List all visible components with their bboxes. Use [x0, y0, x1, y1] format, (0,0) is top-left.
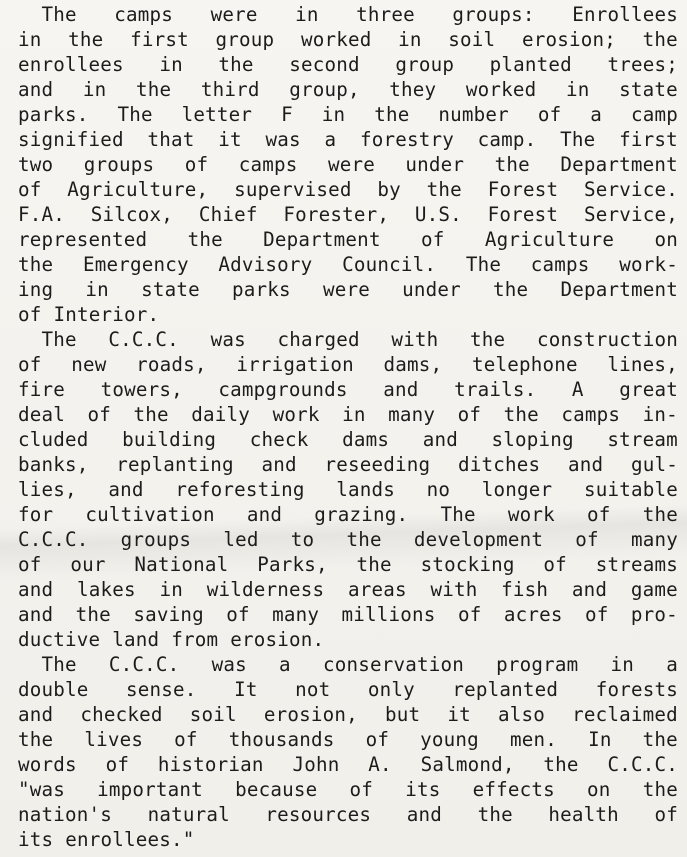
word: land	[112, 628, 160, 651]
word: stream	[607, 428, 678, 451]
word: development	[413, 528, 544, 551]
word: Parks,	[257, 553, 328, 576]
word: roads,	[136, 353, 207, 376]
word: from	[171, 628, 219, 651]
word: and	[261, 453, 297, 476]
word: its	[18, 828, 54, 851]
text-line	[18, 302, 678, 327]
word: first	[130, 28, 189, 51]
word: charged	[277, 328, 360, 351]
word: reseeding	[324, 453, 431, 476]
word: was	[211, 653, 247, 676]
word: were	[327, 153, 375, 176]
text-line	[18, 202, 678, 227]
word: camps	[114, 3, 174, 26]
word: because	[235, 778, 318, 801]
word: In	[588, 728, 612, 751]
text-line	[18, 177, 678, 202]
word: replanted	[452, 678, 559, 701]
word: no	[426, 478, 451, 501]
word: Agriculture	[484, 228, 615, 251]
word: construction	[536, 328, 678, 351]
word: and	[383, 378, 419, 401]
word: lands	[336, 478, 395, 501]
word: cultivation	[85, 503, 215, 526]
word: group	[395, 53, 455, 76]
word: lives	[84, 728, 144, 751]
word: in	[342, 403, 366, 426]
word: the	[642, 503, 678, 526]
word: ductive	[18, 628, 101, 651]
text-line	[18, 652, 678, 677]
word: resources	[265, 803, 372, 826]
word: A	[571, 378, 584, 401]
word: but	[385, 703, 421, 726]
word: of	[105, 753, 130, 776]
text-line	[18, 227, 678, 252]
word: The	[560, 128, 596, 151]
word: work	[272, 403, 320, 426]
word: forestry	[359, 128, 454, 151]
word: The	[440, 503, 476, 526]
word: work-	[619, 253, 678, 276]
word: and	[108, 478, 144, 501]
word: and	[406, 803, 443, 826]
text-line	[18, 352, 678, 377]
word: first	[619, 128, 678, 151]
text-line	[18, 127, 678, 152]
text-line	[18, 477, 678, 502]
word: in	[566, 78, 590, 101]
word: and	[422, 428, 458, 451]
word: telephone	[471, 353, 578, 376]
word: reforesting	[175, 478, 305, 501]
word: new	[71, 353, 107, 376]
word: checked	[80, 703, 163, 726]
word: of	[587, 503, 611, 526]
word: Silcox,	[90, 203, 174, 226]
word: soil	[189, 703, 237, 726]
word: deal	[18, 403, 66, 426]
word: in	[610, 653, 635, 676]
word: groups:	[452, 3, 535, 26]
word: the	[374, 103, 410, 126]
body-text	[18, 2, 678, 852]
word: conservation	[322, 653, 464, 676]
word: were	[322, 278, 370, 301]
word: The	[465, 253, 502, 276]
word: of	[654, 803, 678, 826]
word: a	[590, 103, 603, 126]
word: camps	[561, 403, 621, 426]
word: in	[295, 3, 319, 26]
word: natural	[147, 803, 230, 826]
word: soil	[448, 28, 496, 51]
word: streams	[595, 553, 678, 576]
word: of	[349, 778, 374, 801]
word: of	[457, 603, 482, 626]
word: in	[321, 103, 346, 126]
text-line	[18, 152, 678, 177]
word: areas	[347, 578, 407, 601]
word: the	[135, 78, 172, 101]
word: of	[537, 103, 562, 126]
word: reclaimed	[572, 703, 678, 726]
word: two	[18, 153, 54, 176]
word: supervised	[234, 178, 352, 201]
word: the	[18, 728, 54, 751]
word: wilderness	[206, 578, 325, 601]
word: also	[498, 703, 546, 726]
word: trails.	[454, 378, 537, 401]
word: Interior.	[53, 303, 160, 326]
word: the	[187, 228, 223, 251]
word: third	[200, 78, 260, 101]
word: enrollees."	[65, 828, 195, 851]
text-line	[18, 702, 678, 727]
word: of	[457, 403, 482, 426]
word: a	[324, 128, 337, 151]
word: daily	[191, 403, 251, 426]
word: of	[226, 603, 250, 626]
word: to	[290, 528, 315, 551]
word: C.C.C.	[108, 328, 179, 351]
word: and	[567, 453, 604, 476]
word: C.C.C.	[607, 753, 678, 776]
word: fire	[18, 378, 66, 401]
word: parks.	[18, 103, 89, 126]
word: number	[438, 103, 509, 126]
word: they	[389, 78, 437, 101]
text-line	[18, 2, 678, 27]
word: health	[548, 803, 619, 826]
word: effects	[472, 778, 555, 801]
word: and	[18, 578, 54, 601]
word: dams,	[383, 353, 443, 376]
word: camps	[530, 253, 590, 276]
word: the	[470, 328, 506, 351]
word: a	[666, 653, 678, 676]
text-line	[18, 777, 678, 802]
text-line	[18, 802, 678, 827]
word: of	[18, 553, 42, 576]
word: important	[97, 778, 203, 801]
word: groups	[83, 153, 155, 176]
word: many	[272, 603, 320, 626]
word: of	[543, 553, 567, 576]
word: check	[249, 428, 309, 451]
word: second	[289, 53, 360, 76]
word: signified	[18, 128, 124, 151]
word: under	[402, 278, 461, 301]
word: by	[377, 178, 401, 201]
word: group,	[289, 78, 360, 101]
word: lines,	[607, 353, 678, 376]
word: the	[642, 778, 678, 801]
word: of	[575, 528, 599, 551]
word: Service.	[583, 178, 678, 201]
word: that	[147, 128, 195, 151]
text-line	[18, 602, 678, 627]
word: banks,	[18, 453, 89, 476]
word: only	[367, 678, 415, 701]
word: in	[85, 278, 109, 301]
word: in	[159, 53, 183, 76]
word: Chief	[198, 203, 258, 226]
text-line	[18, 277, 678, 302]
word: worked	[300, 28, 372, 51]
word: gul-	[630, 453, 678, 476]
word: not	[295, 678, 331, 701]
word: men.	[509, 728, 557, 751]
word: saving	[133, 603, 204, 626]
word: Forester,	[283, 203, 390, 226]
word: C.C.C.	[18, 528, 89, 551]
text-line	[18, 402, 678, 427]
word: game	[630, 578, 678, 601]
word: young	[420, 728, 479, 751]
word: C.C.C.	[108, 653, 180, 676]
word: in	[398, 28, 422, 51]
word: was	[265, 128, 301, 151]
word: Council.	[342, 253, 437, 276]
word: of	[18, 303, 42, 326]
word: and	[18, 603, 54, 626]
word: and	[571, 578, 608, 601]
text-line	[18, 502, 678, 527]
word: worked	[465, 78, 537, 101]
word: led	[223, 528, 259, 551]
word: state	[619, 78, 678, 101]
word: The	[117, 103, 153, 126]
word: historian	[157, 753, 264, 776]
word: many	[630, 528, 678, 551]
word: campgrounds	[218, 378, 348, 401]
word: of	[18, 353, 42, 376]
word: acres	[503, 603, 563, 626]
word: in	[82, 78, 107, 101]
word: work	[507, 503, 555, 526]
word: thousands	[228, 728, 335, 751]
word: double	[18, 678, 89, 701]
word: state	[141, 278, 200, 301]
word: of	[421, 228, 445, 251]
text-line	[18, 752, 678, 777]
word: erosion,	[263, 703, 358, 726]
word: with	[430, 578, 478, 601]
word: the	[494, 153, 530, 176]
word: Service,	[583, 203, 678, 226]
word: stocking	[420, 553, 515, 576]
word: it	[218, 128, 242, 151]
word: grazing.	[314, 503, 409, 526]
word: Agriculture,	[67, 178, 209, 201]
word: camps	[238, 153, 298, 176]
word: the	[477, 803, 513, 826]
word: longer	[481, 478, 553, 501]
word: a	[279, 653, 291, 676]
word: Emergency	[82, 253, 189, 276]
word: cluded	[18, 428, 89, 451]
word: of	[184, 153, 209, 176]
word: Advisory	[218, 253, 313, 276]
word: A.	[368, 753, 392, 776]
word: represented	[18, 228, 148, 251]
word: Department	[560, 153, 678, 176]
word: program	[496, 653, 579, 676]
word: for	[18, 503, 54, 526]
text-line	[18, 327, 678, 352]
word: it	[447, 703, 471, 726]
text-line	[18, 102, 678, 127]
text-line	[18, 827, 678, 852]
word: It	[234, 678, 258, 701]
text-line	[18, 252, 678, 277]
word: of	[87, 403, 112, 426]
word: U.S.	[414, 203, 462, 226]
word: pro-	[630, 603, 678, 626]
word: erosion.	[230, 628, 325, 651]
word: ditches	[457, 453, 541, 476]
word: fish	[501, 578, 549, 601]
word: its	[405, 778, 441, 801]
text-line	[18, 727, 678, 752]
word: many	[388, 403, 436, 426]
text-line	[18, 377, 678, 402]
text-line	[18, 677, 678, 702]
word: The	[18, 3, 77, 26]
word: group	[215, 28, 275, 51]
text-line	[18, 52, 678, 77]
word: Department	[263, 228, 381, 251]
text-line	[18, 552, 678, 577]
word: replanting	[116, 453, 234, 476]
word: planted	[489, 53, 572, 76]
word: letter	[181, 103, 253, 126]
word: lakes	[76, 578, 136, 601]
word: groups	[120, 528, 192, 551]
word: "was	[18, 778, 66, 801]
text-line	[18, 427, 678, 452]
word: three	[356, 3, 415, 26]
word: and	[18, 78, 54, 101]
word: John	[292, 753, 340, 776]
text-line	[18, 77, 678, 102]
word: dams	[342, 428, 390, 451]
word: great	[619, 378, 678, 401]
word: the	[356, 553, 392, 576]
word: were	[210, 3, 258, 26]
word: millions	[341, 603, 436, 626]
word: camp.	[477, 128, 537, 151]
word: our	[70, 553, 106, 576]
word: sloping	[491, 428, 574, 451]
word: Salmond,	[420, 753, 515, 776]
word: camp	[630, 103, 678, 126]
word: words	[18, 753, 77, 776]
word: lies,	[18, 478, 77, 501]
word: Enrollees	[572, 3, 678, 26]
word: of	[365, 728, 390, 751]
word: and	[246, 503, 283, 526]
word: nation's	[18, 803, 113, 826]
word: enrollees	[18, 53, 124, 76]
word: of	[18, 178, 42, 201]
word: The	[18, 653, 77, 676]
word: F	[281, 103, 293, 126]
word: ing	[18, 278, 54, 301]
word: of	[174, 728, 198, 751]
word: F.A.	[18, 203, 66, 226]
text-line	[18, 527, 678, 552]
word: parks	[232, 278, 291, 301]
word: building	[122, 428, 217, 451]
word: the	[75, 603, 111, 626]
word: Forest	[487, 178, 559, 201]
word: towers,	[100, 378, 183, 401]
word: and	[18, 703, 54, 726]
word: Department	[560, 278, 678, 301]
word: suitable	[583, 478, 678, 501]
text-line	[18, 27, 678, 52]
text-line	[18, 452, 678, 477]
word: in-	[642, 403, 678, 426]
word: trees;	[607, 53, 678, 76]
word: The	[18, 328, 77, 351]
word: on	[587, 778, 611, 801]
word: of	[585, 603, 609, 626]
word: the	[642, 728, 678, 751]
word: the	[503, 403, 539, 426]
word: erosion;	[521, 28, 616, 51]
word: the	[426, 178, 462, 201]
word: the	[493, 278, 529, 301]
word: sense.	[126, 678, 197, 701]
word: in	[159, 578, 183, 601]
word: forests	[595, 678, 678, 701]
word: the	[18, 253, 54, 276]
word: the	[346, 528, 382, 551]
word: the	[642, 28, 678, 51]
word: the	[543, 753, 579, 776]
word: under	[405, 153, 465, 176]
text-line	[18, 627, 678, 652]
word: with	[391, 328, 439, 351]
word: the	[68, 28, 104, 51]
word: irrigation	[236, 353, 354, 376]
word: was	[210, 328, 246, 351]
word: on	[654, 228, 678, 251]
word: the	[133, 403, 169, 426]
word: in	[18, 28, 42, 51]
word: Forest	[487, 203, 559, 226]
word: National	[134, 553, 229, 576]
word: the	[218, 53, 254, 76]
text-line	[18, 577, 678, 602]
